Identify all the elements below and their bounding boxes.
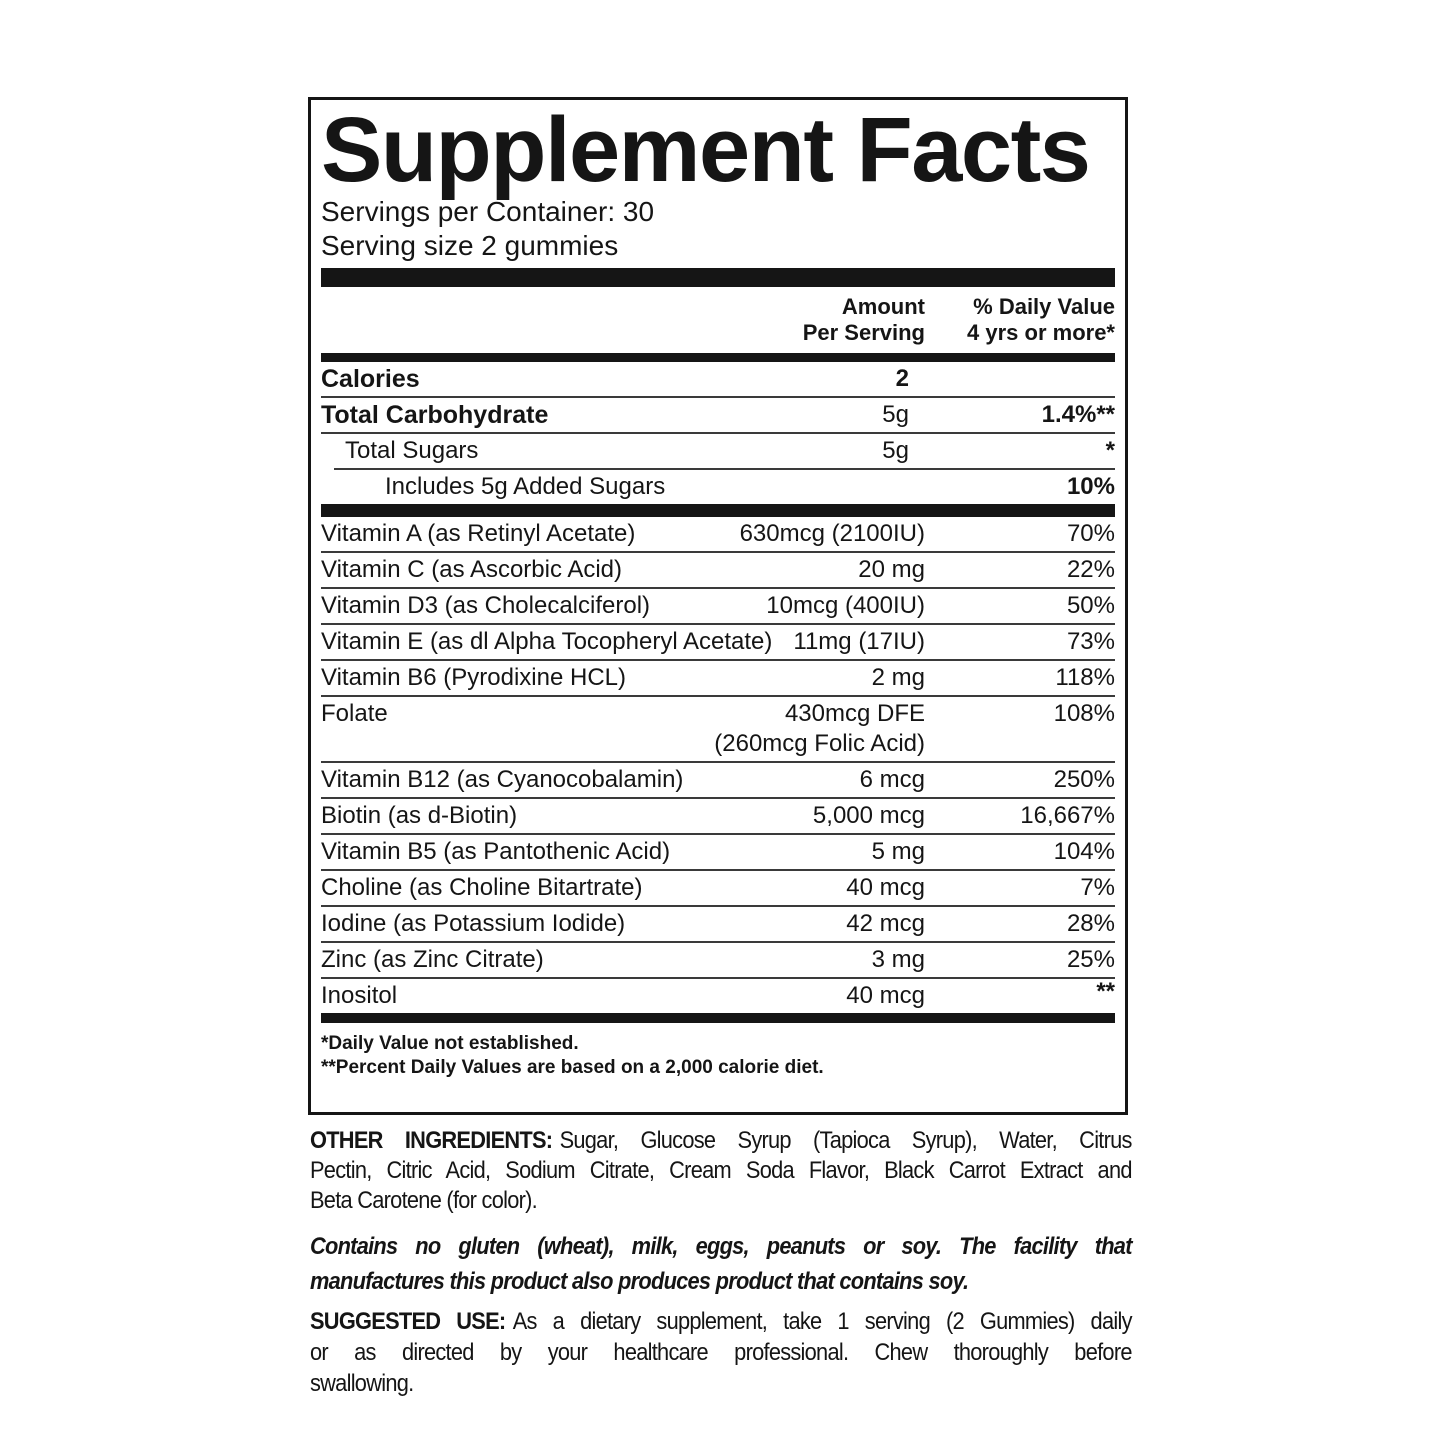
nutrient-dv: 118% <box>1055 664 1115 691</box>
nutrient-dv: ** <box>1096 978 1115 1005</box>
dv-header-line3: 4 yrs or more* <box>967 320 1115 345</box>
suggested-use-line3: swallowing. <box>310 1370 414 1397</box>
allergen-line2: manufactures this product also produces product that contains soy. <box>310 1268 969 1295</box>
nutrient-dv: 104% <box>1053 838 1115 865</box>
nutrient-dv: 10% <box>1066 473 1115 500</box>
nutrient-dv: 16,667% <box>1020 802 1115 829</box>
row-folate <box>321 697 1115 761</box>
nutrient-name: Vitamin E (as dl Alpha Tocopheryl Acetate) <box>321 628 773 655</box>
nutrient-name: Vitamin B5 (as Pantothenic Acid) <box>321 838 671 865</box>
nutrient-name: Folate <box>321 700 388 727</box>
footnotes <box>321 1032 1115 1080</box>
other-ingredients-line1-text: Sugar, Glucose Syrup (Tapioca Syrup), Water, Citrus <box>559 1127 1132 1154</box>
nutrient-amount: 20 mg <box>858 556 925 583</box>
column-headers <box>321 287 1115 353</box>
nutrient-name: Calories <box>321 365 420 393</box>
suggested-use-paragraph <box>310 1306 1132 1399</box>
divider-thick-bottom <box>321 1013 1115 1023</box>
nutrient-name: Biotin (as d-Biotin) <box>321 802 518 829</box>
servings-per-container: Servings per Container: 30 <box>321 196 655 227</box>
folate-amount-line1: 430mcg DFE <box>784 700 925 727</box>
divider-thick-mid <box>321 504 1115 517</box>
nutrient-name: Vitamin C (as Ascorbic Acid) <box>321 556 622 583</box>
nutrient-dv: 25% <box>1066 946 1115 973</box>
other-ingredients-paragraph <box>310 1126 1132 1216</box>
divider-thick-top <box>321 268 1115 287</box>
other-ingredients-line1 <box>310 1126 1132 1156</box>
nutrient-amount: 3 mg <box>871 946 925 973</box>
nutrient-amount: 5g <box>882 401 909 428</box>
nutrient-dv: 70% <box>1066 520 1115 547</box>
row-vitamin-b5 <box>321 835 1115 869</box>
allergen-statement-paragraph <box>310 1229 1132 1299</box>
other-ingredients-line2: Pectin, Citric Acid, Sodium Citrate, Cream Soda Flavor, Black Carrot Extract and <box>310 1157 1132 1184</box>
row-vitamin-a <box>321 517 1115 551</box>
nutrient-name: Vitamin B12 (as Cyanocobalamin) <box>321 766 684 793</box>
nutrient-dv: 73% <box>1066 628 1115 655</box>
amount-header-line2: Per Serving <box>802 320 925 345</box>
nutrient-dv: * <box>1105 437 1115 464</box>
nutrient-amount <box>388 699 925 759</box>
nutrient-name: Includes 5g Added Sugars <box>385 473 666 500</box>
nutrient-dv: 22% <box>1066 556 1115 583</box>
nutrient-dv: 7% <box>1080 874 1115 901</box>
suggested-use-line1 <box>310 1306 1132 1337</box>
row-choline <box>321 871 1115 905</box>
nutrient-amount: 6 mcg <box>859 766 925 793</box>
nutrient-amount: 5,000 mcg <box>812 802 925 829</box>
serving-size: Serving size 2 gummies <box>321 230 619 261</box>
nutrient-name: Vitamin B6 (Pyrodixine HCL) <box>321 664 627 691</box>
nutrient-amount: 40 mcg <box>846 874 925 901</box>
nutrient-name: Inositol <box>321 982 398 1009</box>
nutrient-dv: 1.4%** <box>1041 401 1115 428</box>
row-vitamin-b6 <box>321 661 1115 695</box>
nutrient-amount: 42 mcg <box>846 910 925 937</box>
row-vitamin-d3 <box>321 589 1115 623</box>
nutrient-amount: 5g <box>882 437 909 464</box>
footnote-percent-dv: **Percent Daily Values are based on a 2,000 calorie diet. <box>321 1057 824 1078</box>
panel-title: Supplement Facts <box>321 99 1090 201</box>
row-vitamin-b12 <box>321 763 1115 797</box>
label-text-below-panel <box>310 1126 1132 1399</box>
row-inositol <box>321 979 1115 1013</box>
footnote-dv-not-established: *Daily Value not established. <box>321 1033 579 1054</box>
row-zinc <box>321 943 1115 977</box>
row-added-sugars <box>321 470 1115 504</box>
row-vitamin-e <box>321 625 1115 659</box>
allergen-line1: Contains no gluten (wheat), milk, eggs, peanuts or soy. The facility that <box>310 1233 1132 1260</box>
folate-amount-line2: (260mcg Folic Acid) <box>714 730 925 757</box>
row-total-carbohydrate <box>321 398 1115 432</box>
nutrient-amount: 5 mg <box>871 838 925 865</box>
daily-value-column-header <box>925 294 1115 346</box>
nutrient-name: Total Sugars <box>345 437 479 464</box>
other-ingredients-label: OTHER INGREDIENTS: <box>310 1127 553 1154</box>
nutrient-dv: 50% <box>1066 592 1115 619</box>
nutrient-name: Vitamin A (as Retinyl Acetate) <box>321 520 636 547</box>
nutrient-amount: 11mg (17IU) <box>793 628 925 655</box>
suggested-use-label: SUGGESTED USE: <box>310 1308 506 1335</box>
other-ingredients-line3: Beta Carotene (for color). <box>310 1187 537 1214</box>
supplement-facts-panel <box>308 97 1128 1115</box>
nutrient-amount: 10mcg (400IU) <box>766 592 925 619</box>
row-total-sugars <box>321 434 1115 468</box>
row-iodine <box>321 907 1115 941</box>
nutrient-amount: 630mcg (2100IU) <box>739 520 925 547</box>
suggested-use-line1-text: As a dietary supplement, take 1 serving (2 Gummies) daily <box>512 1308 1132 1335</box>
nutrient-name: Total Carbohydrate <box>321 401 549 429</box>
suggested-use-line2: or as directed by your healthcare professional. Chew thoroughly before <box>310 1339 1132 1366</box>
amount-header-line1: Amount <box>841 294 925 319</box>
amount-column-header <box>803 294 925 346</box>
nutrient-amount: 2 <box>895 365 909 392</box>
nutrient-name: Choline (as Choline Bitartrate) <box>321 874 643 901</box>
nutrient-dv: 28% <box>1066 910 1115 937</box>
nutrient-dv: 108% <box>1053 700 1115 727</box>
nutrient-name: Vitamin D3 (as Cholecalciferol) <box>321 592 651 619</box>
nutrient-dv: 250% <box>1053 766 1115 793</box>
row-calories <box>321 362 1115 396</box>
nutrient-name: Iodine (as Potassium Iodide) <box>321 910 626 937</box>
nutrient-name: Zinc (as Zinc Citrate) <box>321 946 544 973</box>
nutrient-amount: 2 mg <box>871 664 925 691</box>
divider-medium-header <box>321 353 1115 362</box>
row-biotin <box>321 799 1115 833</box>
row-vitamin-c <box>321 553 1115 587</box>
dv-header-line1: % Daily Value <box>973 294 1115 319</box>
nutrient-amount: 40 mcg <box>846 982 925 1009</box>
